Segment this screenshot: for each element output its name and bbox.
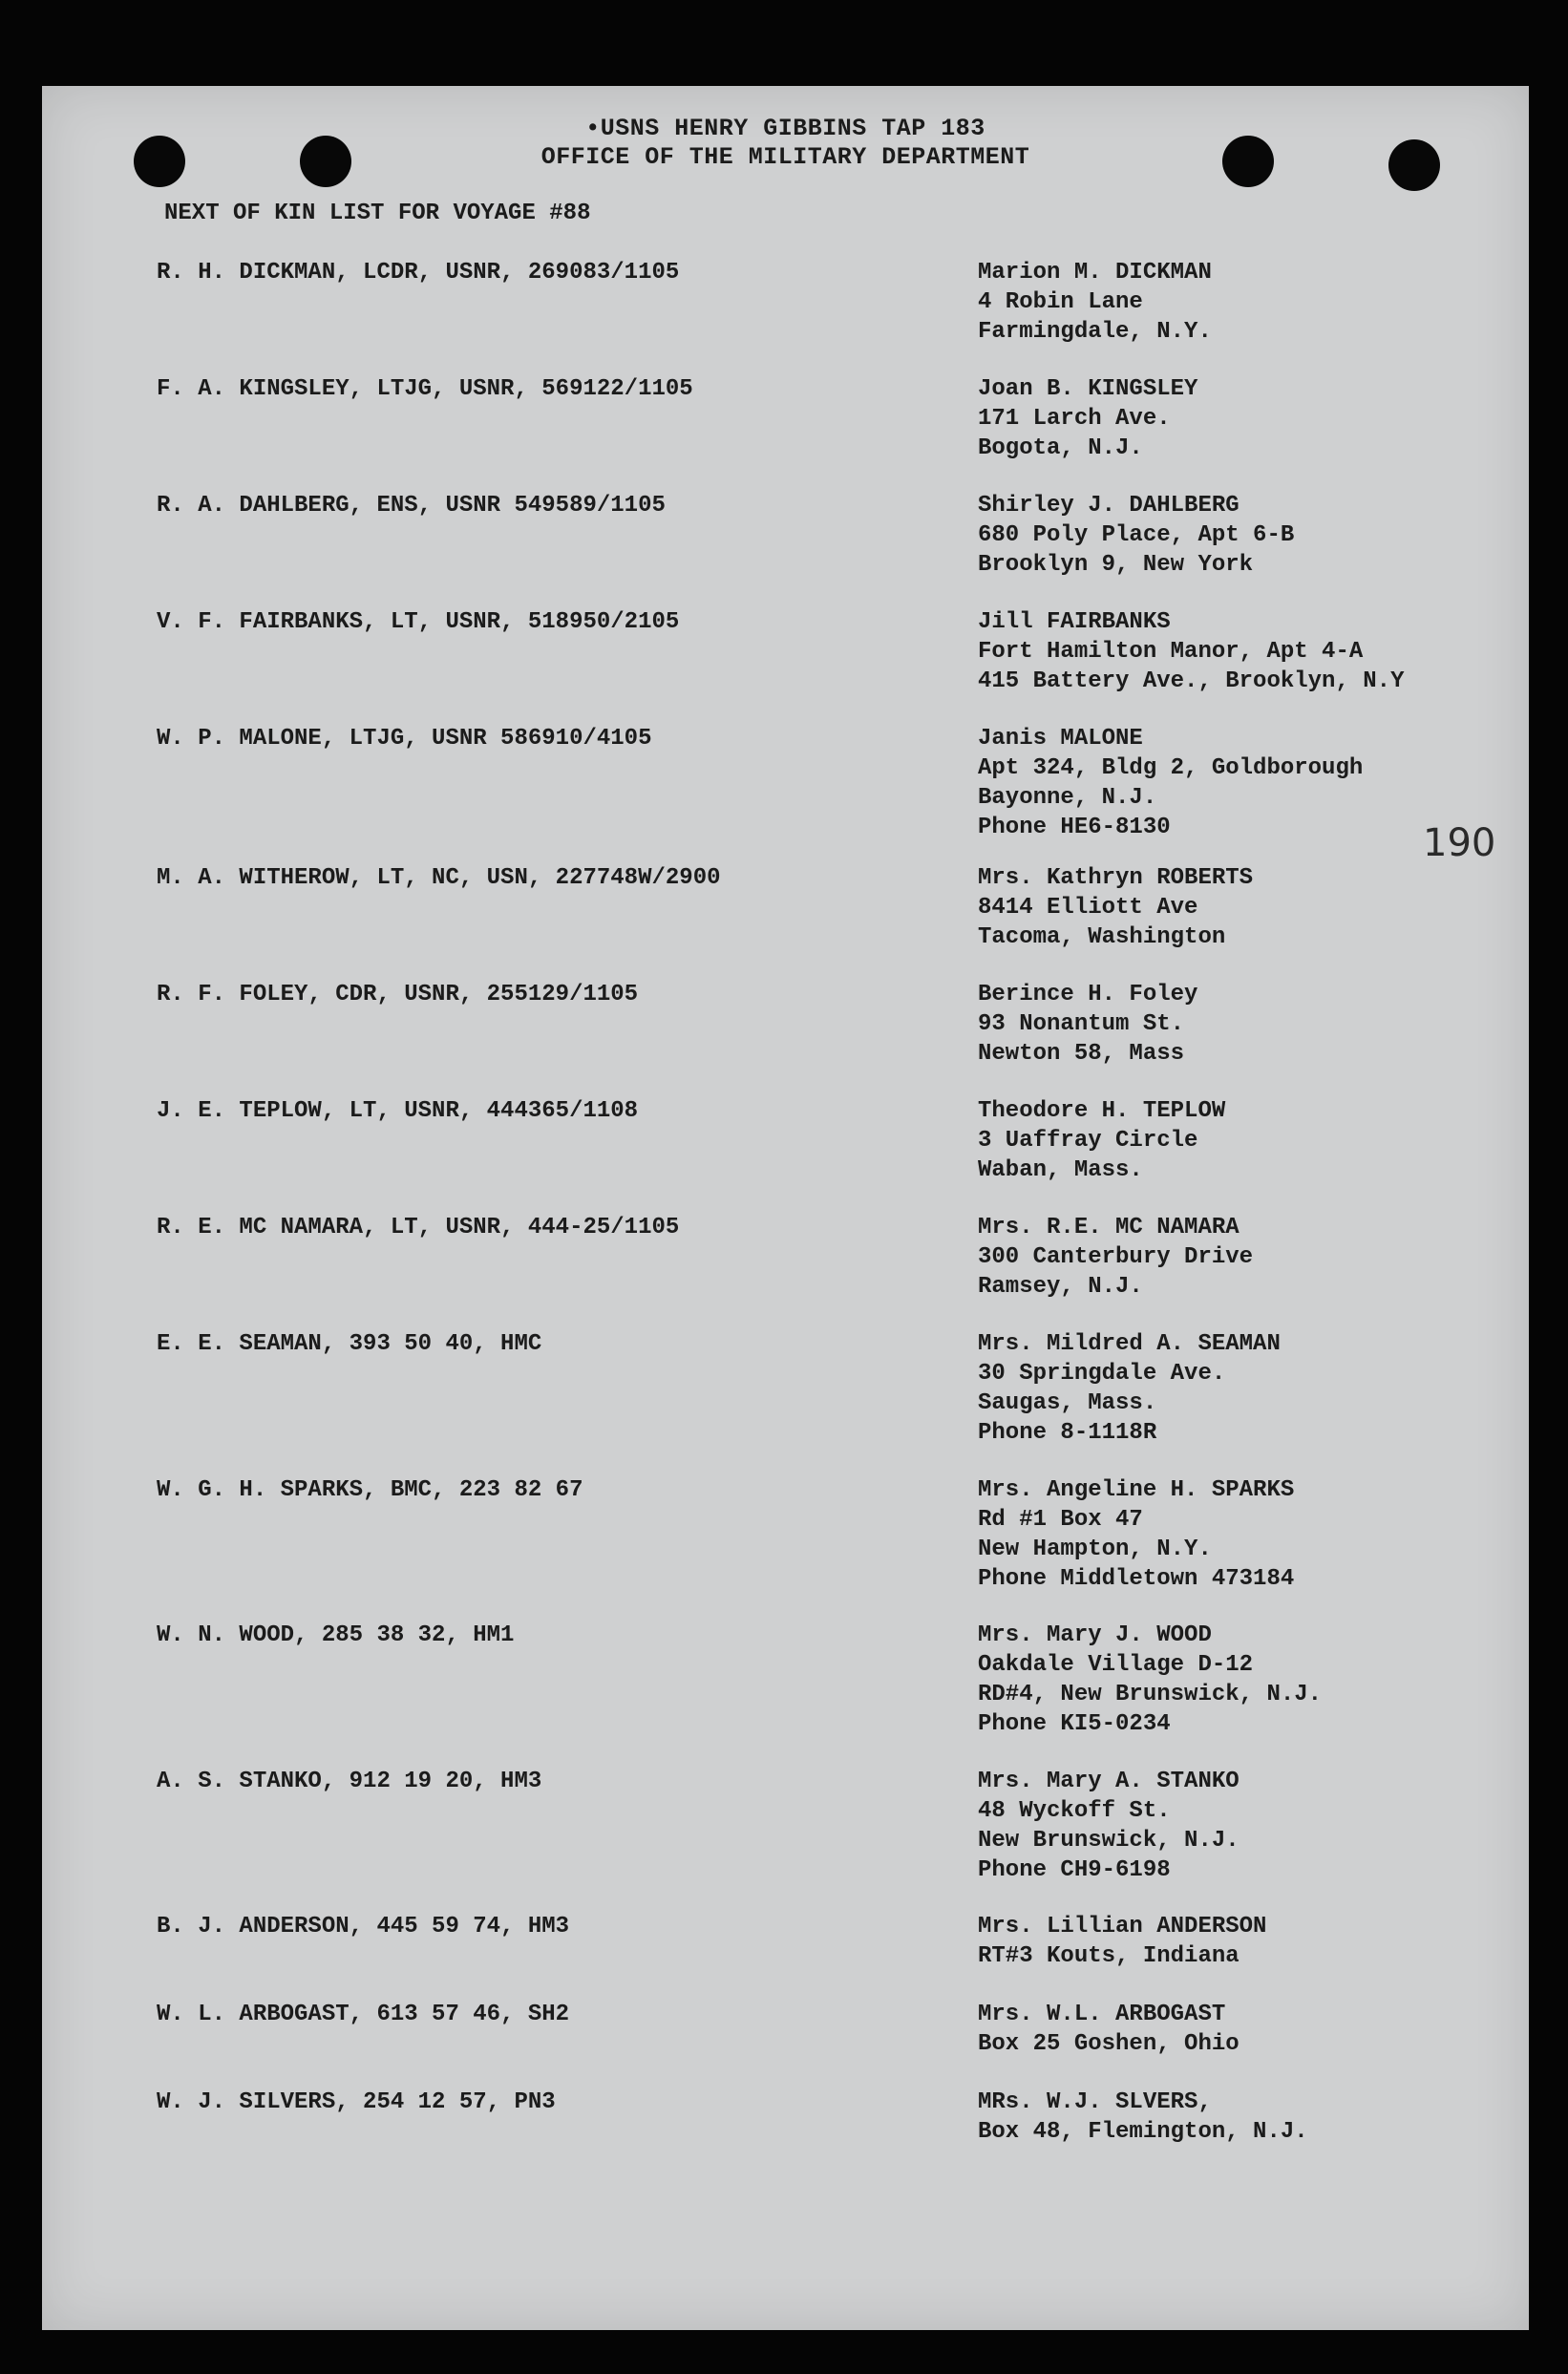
address-line: Phone HE6-8130 [978,815,1171,840]
address-line: 171 Larch Ave. [978,406,1171,432]
address-line: Theodore H. TEPLOW [978,1098,1226,1124]
next-of-kin-address [978,1329,1281,1448]
address-line: Bayonne, N.J. [978,785,1157,811]
serviceman-entry: R. A. DAHLBERG, ENS, USNR 549589/1105 [157,493,666,519]
address-line: Shirley J. DAHLBERG [978,493,1240,519]
address-line: New Hampton, N.Y. [978,1537,1212,1562]
address-line: Rd #1 Box 47 [978,1507,1143,1533]
list-title: NEXT OF KIN LIST FOR VOYAGE #88 [164,201,591,226]
address-line: Mrs. Mildred A. SEAMAN [978,1331,1281,1357]
ship-header: •USNS HENRY GIBBINS TAP 183 [585,115,985,142]
serviceman-entry: W. J. SILVERS, 254 12 57, PN3 [157,2089,556,2115]
serviceman-entry: F. A. KINGSLEY, LTJG, USNR, 569122/1105 [157,376,693,402]
address-line: Ramsey, N.J. [978,1274,1143,1300]
address-line: Box 48, Flemington, N.J. [978,2119,1308,2145]
address-line: RD#4, New Brunswick, N.J. [978,1682,1323,1707]
next-of-kin-address [978,1912,1266,1971]
address-line: Waban, Mass. [978,1157,1143,1183]
address-line: Apt 324, Bldg 2, Goldborough [978,755,1364,781]
address-line: Marion M. DICKMAN [978,260,1212,286]
address-line: 8414 Elliott Ave [978,895,1198,921]
serviceman-entry: W. G. H. SPARKS, BMC, 223 82 67 [157,1477,583,1503]
address-line: Tacoma, Washington [978,924,1226,950]
next-of-kin-address [978,980,1197,1069]
serviceman-entry: A. S. STANKO, 912 19 20, HM3 [157,1769,542,1794]
address-line: 3 Uaffray Circle [978,1128,1198,1154]
serviceman-entry: W. L. ARBOGAST, 613 57 46, SH2 [157,2002,570,2027]
address-line: Farmingdale, N.Y. [978,319,1212,345]
next-of-kin-address [978,1621,1322,1739]
address-line: Saugas, Mass. [978,1390,1157,1416]
serviceman-entry: M. A. WITHEROW, LT, NC, USN, 227748W/2900 [157,865,721,891]
address-line: MRs. W.J. SLVERS, [978,2089,1212,2115]
next-of-kin-address [978,1213,1253,1302]
serviceman-entry: W. P. MALONE, LTJG, USNR 586910/4105 [157,726,652,752]
address-line: Mrs. R.E. MC NAMARA [978,1215,1240,1240]
address-line: Phone CH9-6198 [978,1857,1171,1883]
next-of-kin-address [978,1096,1225,1185]
address-line: Berince H. Foley [978,982,1198,1007]
address-line: Newton 58, Mass [978,1041,1185,1067]
next-of-kin-address [978,258,1212,347]
next-of-kin-address [978,2088,1308,2147]
next-of-kin-address [978,2000,1240,2059]
address-line: Phone KI5-0234 [978,1711,1171,1737]
address-line: Jill FAIRBANKS [978,609,1171,635]
address-line: RT#3 Kouts, Indiana [978,1943,1240,1969]
address-line: Mrs. Mary J. WOOD [978,1622,1212,1648]
serviceman-entry: R. E. MC NAMARA, LT, USNR, 444-25/1105 [157,1215,680,1240]
address-line: Mrs. Kathryn ROBERTS [978,865,1254,891]
next-of-kin-address [978,1767,1240,1885]
address-line: 415 Battery Ave., Brooklyn, N.Y [978,668,1405,694]
next-of-kin-address [978,607,1404,696]
next-of-kin-address [978,1475,1294,1594]
office-header: OFFICE OF THE MILITARY DEPARTMENT [540,143,1030,171]
serviceman-entry: R. H. DICKMAN, LCDR, USNR, 269083/1105 [157,260,680,286]
address-line: Mrs. Angeline H. SPARKS [978,1477,1295,1503]
address-line: Box 25 Goshen, Ohio [978,2031,1240,2057]
address-line: 30 Springdale Ave. [978,1361,1226,1387]
address-line: Fort Hamilton Manor, Apt 4-A [978,639,1364,665]
address-line: Mrs. Lillian ANDERSON [978,1914,1267,1939]
address-line: Phone Middletown 473184 [978,1566,1295,1592]
address-line: Mrs. Mary A. STANKO [978,1769,1240,1794]
address-line: 300 Canterbury Drive [978,1244,1254,1270]
address-line: Bogota, N.J. [978,435,1143,461]
serviceman-entry: V. F. FAIRBANKS, LT, USNR, 518950/2105 [157,609,680,635]
next-of-kin-address [978,863,1253,952]
next-of-kin-address [978,374,1197,463]
document-page [42,86,1529,2330]
page-number: 190 [1423,821,1496,865]
serviceman-entry: W. N. WOOD, 285 38 32, HM1 [157,1622,515,1648]
next-of-kin-address [978,724,1363,842]
address-line: Mrs. W.L. ARBOGAST [978,2002,1226,2027]
serviceman-entry: R. F. FOLEY, CDR, USNR, 255129/1105 [157,982,639,1007]
address-line: Brooklyn 9, New York [978,552,1254,578]
address-line: 680 Poly Place, Apt 6-B [978,522,1295,548]
address-line: 93 Nonantum St. [978,1011,1185,1037]
address-line: Phone 8-1118R [978,1420,1157,1446]
address-line: Oakdale Village D-12 [978,1652,1254,1678]
serviceman-entry: B. J. ANDERSON, 445 59 74, HM3 [157,1914,570,1939]
address-line: 48 Wyckoff St. [978,1798,1171,1824]
address-line: Joan B. KINGSLEY [978,376,1198,402]
serviceman-entry: J. E. TEPLOW, LT, USNR, 444365/1108 [157,1098,639,1124]
address-line: 4 Robin Lane [978,289,1143,315]
address-line: Janis MALONE [978,726,1143,752]
serviceman-entry: E. E. SEAMAN, 393 50 40, HMC [157,1331,542,1357]
next-of-kin-address [978,491,1294,580]
address-line: New Brunswick, N.J. [978,1828,1240,1854]
